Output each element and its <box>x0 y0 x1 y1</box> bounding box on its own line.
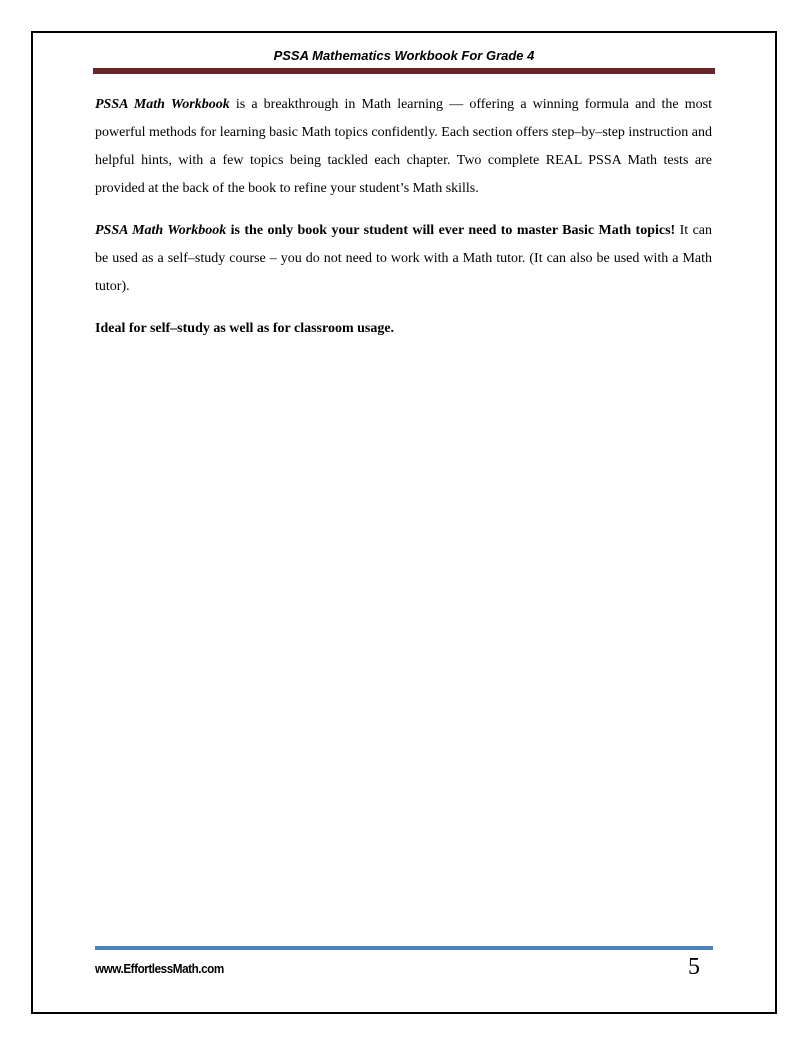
book-title: PSSA Math Workbook <box>95 223 227 238</box>
footer-divider <box>95 946 713 950</box>
paragraph-ideal: Ideal for self–study as well as for classroom usage. <box>95 321 395 336</box>
paragraph-only-book <box>95 217 712 301</box>
paragraph-text: is a breakthrough in Math learning — offering a winning formula and the most powerful methods for learning basic Math topics confidently. Each section offers step–by–step instruction and helpful hints, with a few topics being tackled each chapter. Two complete REAL PSSA Math tests are provided at the back of the book to refine your student’s Math skills. <box>95 97 713 196</box>
bold-claim: is the only book your student will ever need to master Basic Math topics! <box>226 223 676 238</box>
book-title: PSSA Math Workbook <box>95 97 230 112</box>
page-body <box>95 91 712 357</box>
paragraph-intro <box>95 91 712 203</box>
header-divider <box>93 68 715 74</box>
running-header: PSSA Mathematics Workbook For Grade 4 <box>273 48 535 63</box>
page-number: 5 <box>688 954 700 980</box>
footer-website: www.EffortlessMath.com <box>95 961 224 976</box>
paragraph-text: It can be used as a self–study course – you do not need to work with a Math tutor. (It can also be used with a Math tutor). <box>95 223 713 294</box>
